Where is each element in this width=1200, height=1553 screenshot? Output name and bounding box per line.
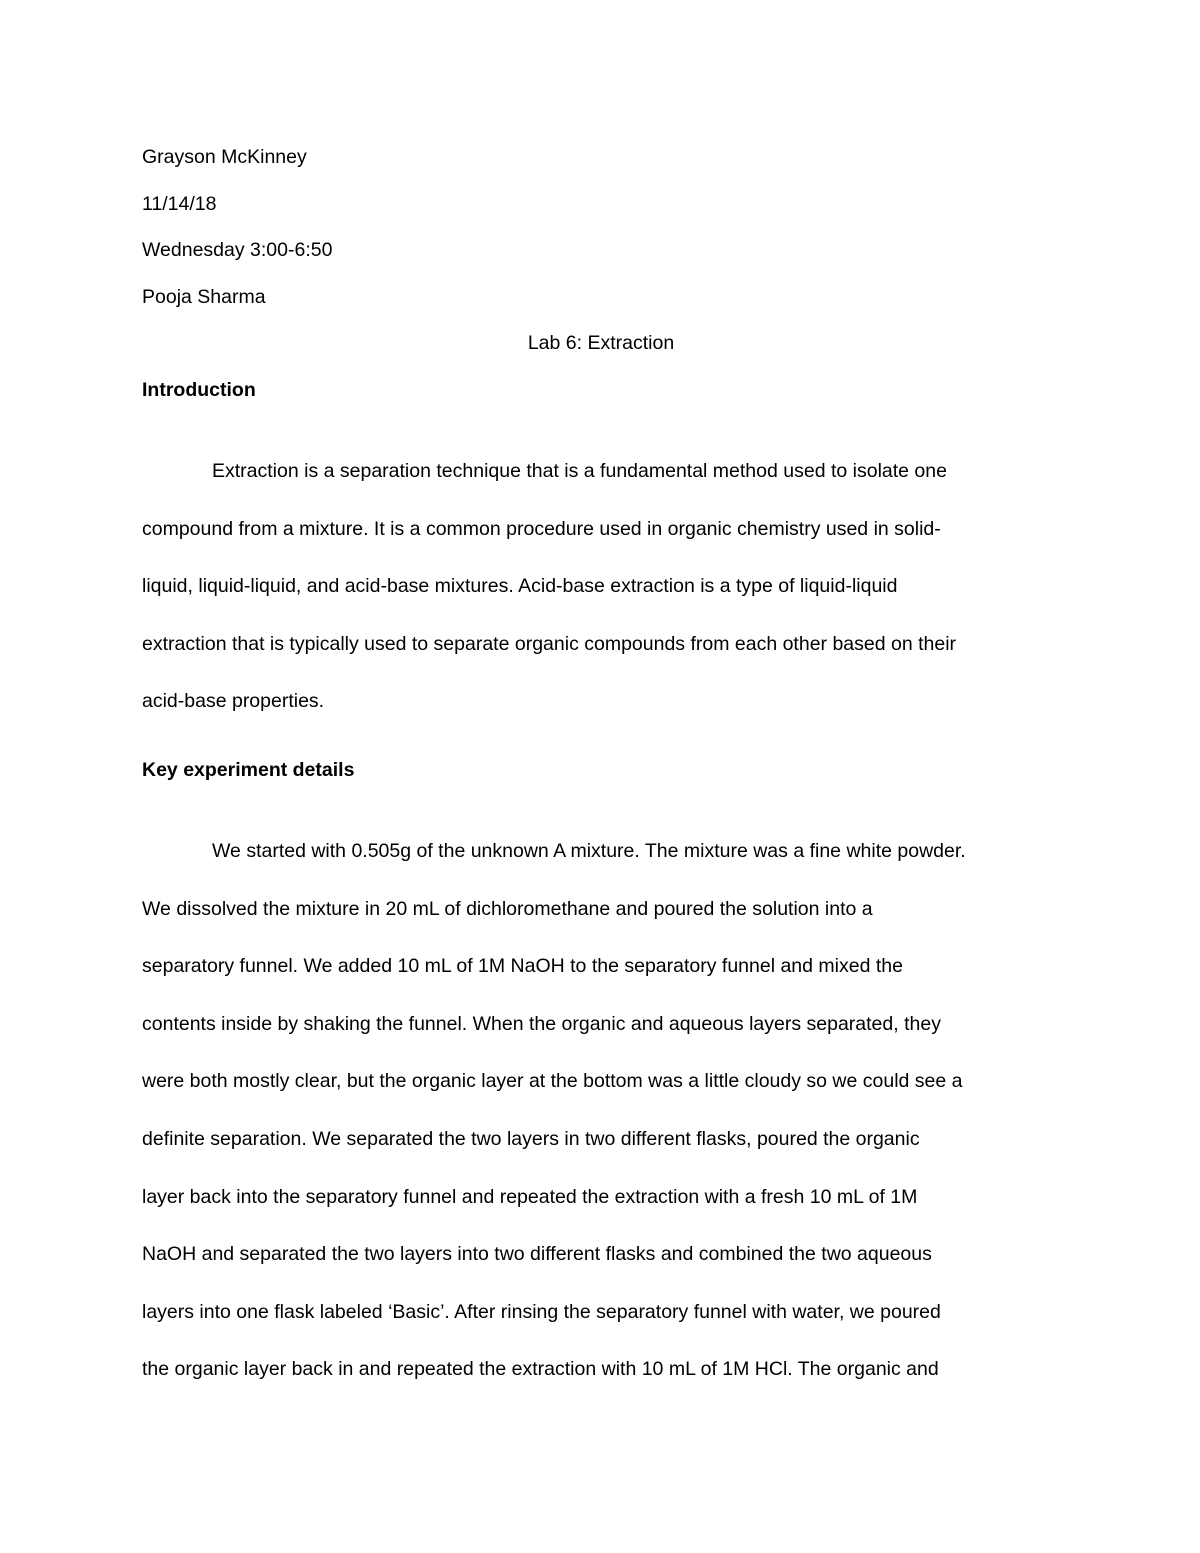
introduction-paragraph [142,443,1060,731]
section-heading-key-experiment-details: Key experiment details [142,758,355,781]
document-body [142,140,1060,1399]
experiment-details-paragraph [142,823,1060,1399]
document-title: Lab 6: Extraction [527,332,675,354]
paragraph-line: compound from a mixture. It is a common procedure used in organic chemistry used in solid- [142,517,941,540]
paragraph-line: acid-base properties. [142,690,325,713]
paragraph-line: the organic layer back in and repeated the extraction with 10 mL of 1M HCl. The organic and [142,1358,939,1381]
paragraph-line: layers into one flask labeled ‘Basic’. After rinsing the separatory funnel with water, we poured [142,1300,941,1323]
paragraph-line: Extraction is a separation technique that is a fundamental method used to isolate one [212,460,947,482]
author-name: Grayson McKinney [142,146,307,168]
paragraph-line: separatory funnel. We added 10 mL of 1M NaOH to the separatory funnel and mixed the [142,955,903,978]
paragraph-line: NaOH and separated the two layers into two different flasks and combined the two aqueous [142,1243,932,1266]
paragraph-line: layer back into the separatory funnel and repeated the extraction with a fresh 10 mL of 1M [142,1185,918,1208]
paragraph-line: liquid, liquid-liquid, and acid-base mixtures. Acid-base extraction is a type of liquid-liquid [142,575,898,598]
lab-section-time: Wednesday 3:00-6:50 [142,239,333,261]
section-heading-introduction: Introduction [142,379,256,401]
paragraph-line: definite separation. We separated the two layers in two different flasks, poured the organic [142,1127,920,1150]
paragraph-line: were both mostly clear, but the organic layer at the bottom was a little cloudy so we could see a [142,1070,963,1093]
paragraph-line: contents inside by shaking the funnel. When the organic and aqueous layers separated, they [142,1012,941,1035]
paragraph-line: We dissolved the mixture in 20 mL of dichloromethane and poured the solution into a [142,897,873,920]
instructor-name: Pooja Sharma [142,285,266,308]
paragraph-line: extraction that is typically used to separate organic compounds from each other based on their [142,632,957,655]
report-date: 11/14/18 [142,192,217,215]
paragraph-line: We started with 0.505g of the unknown A mixture. The mixture was a fine white powder. [212,839,966,862]
